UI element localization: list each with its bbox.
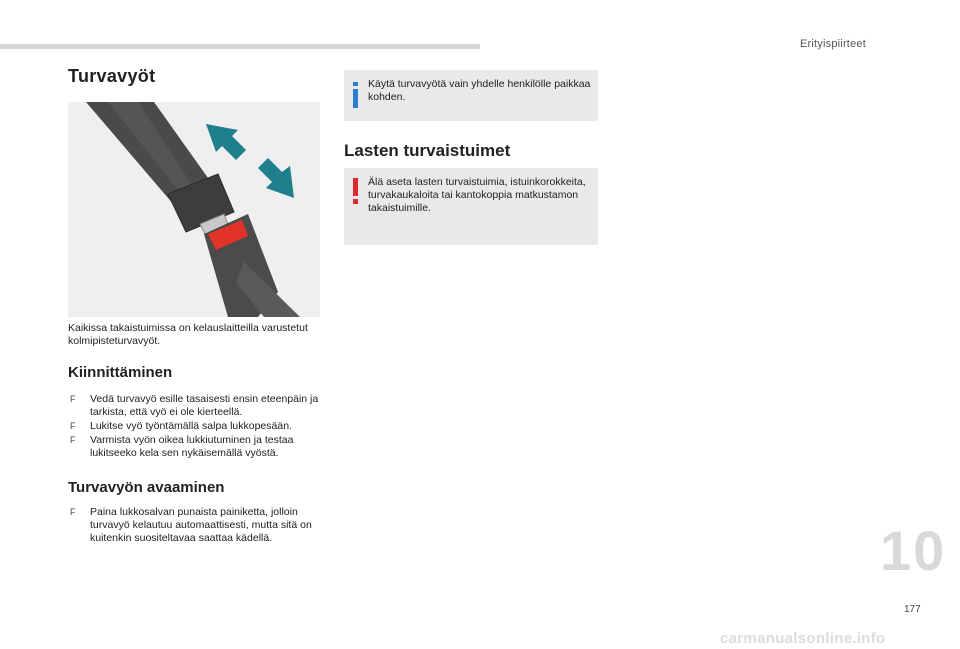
section-label: Erityispiirteet [800,38,866,50]
warning-note-text: Älä aseta lasten turvaistuimia, istuinkorokkeita, turvakaukaloita tai kantokoppia matkustamon takaistuimille. [368,176,586,214]
bullet-icon: F [70,394,76,404]
seatbelt-buckle-illustration [68,102,320,317]
fastening-list [68,393,324,461]
info-icon [352,82,359,108]
unfastening-list [68,506,324,546]
list-item: F Lukitse vyö työntämällä salpa lukkopesään. [70,420,292,432]
fastening-heading: Kiinnittäminen [68,364,173,381]
unfastening-heading: Turvavyön avaaminen [68,479,225,496]
list-item: F Varmista vyön oikea lukkiutuminen ja testaa lukitseeko kela sen nykäisemällä vyöstä. [70,434,294,459]
header-rule [0,44,480,49]
watermark: carmanualsonline.info [720,630,886,647]
page-number: 177 [904,604,921,615]
bullet-icon: F [70,435,76,445]
info-note-text: Käytä turvavyötä vain yhdelle henkilölle paikkaa kohden. [368,78,591,103]
warning-icon [352,178,359,204]
bullet-icon: F [70,507,76,517]
chapter-number: 10 [880,519,947,582]
list-item: F Paina lukkosalvan punaista painiketta, jolloin turvavyö kelautuu automaattisesti, mutta sitä on kuitenkin suositeltavaa saattaa kädellä. [70,506,312,544]
child-seats-heading: Lasten turvaistuimet [344,141,511,160]
list-item: F Vedä turvavyö esille tasaisesti ensin eteenpäin ja tarkista, että vyö ei ole kierteellä. [70,393,319,418]
info-note [344,70,598,121]
image-caption: Kaikissa takaistuimissa on kelauslaitteilla varustetut kolmipisteturvavyöt. [68,322,308,347]
page-title: Turvavyöt [68,66,156,86]
bullet-icon: F [70,421,76,431]
warning-note [344,168,598,245]
